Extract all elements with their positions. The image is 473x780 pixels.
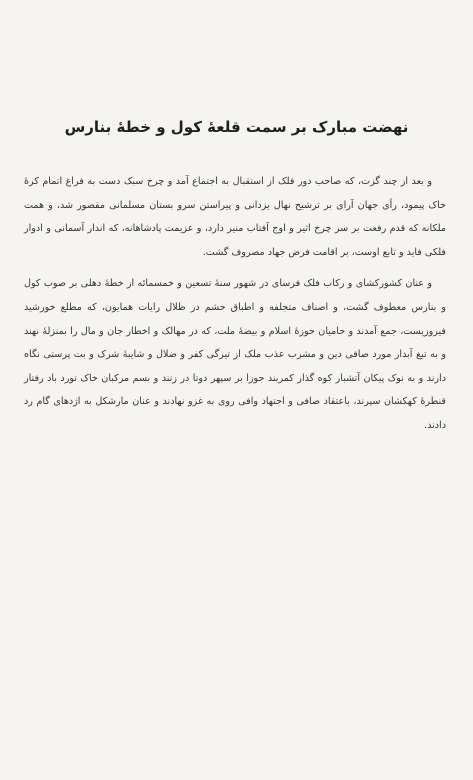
paragraph-1: و بعد از چند گزت، که صاحب دور فلک از استقبال به اجتماع آمد و چرخ سبک دست به فراغ اتمام کرهٔ خاک پیمود، رأی جهان آرای بر ترشیح نهال یزدانی و پیراستن سرو بستان مسلمانی مقصور شد، و همت ملکانه که قدم رفعت بر سر چرخ اثیر و اوج آفتاب منیر دارد، و عزیمت پادشاهانه، که اندار آسمانی و ادوار فلکی فاید و تابع اوست، بر اقامت فرض جهاد مصروف گشت. [24,176,446,258]
section-title: نهضت مبارک بر سمت قلعهٔ کول و خطهٔ بنارس [64,118,409,136]
body-text [24,170,446,438]
paragraph-2: و عنان کشورکشای و رکاب فلک فرسای در شهور سنهٔ تسعین و خمسمائه از خطهٔ دهلی بر صوب کول و بنارس معطوف گشت، و اصناف متجلفه و اطباق حشم در ظلال رایات همایون، که مطلع خورشید فیروزیست، جمع آمدند و حامیان حوزهٔ اسلام و بیضهٔ ملت، که در مهالک و اخطار جان و مال را بمنزلهٔ نهند و به تیغ آبدار مورد صافی دین و مشرب عذب ملک از تیرگی کفر و ضلال و شایبهٔ شرک و بت پرستی نگاه دارند و به نوک پیکان آتشبار کوه گذار کمربند جوزا بر سپهر دوتا در زنند و بسم مرکبان خاک تورد باد رفتار قنطرهٔ کهکشان سپرند، باعتقاد صافی و اجتهاد وافی روی به غزو نهادند و عنان مارشکل به اژدهای گام رد دادند. [24,278,446,431]
